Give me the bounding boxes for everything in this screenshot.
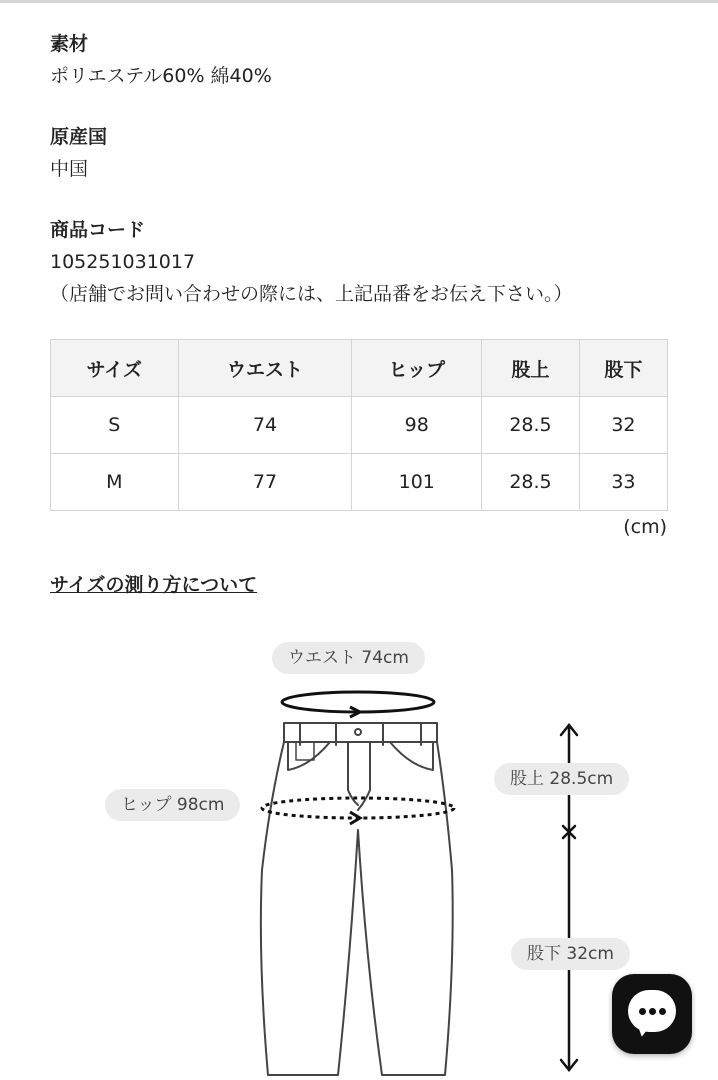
chat-dot — [649, 1008, 656, 1015]
waist-measure-line — [282, 692, 434, 712]
button-shape — [355, 729, 361, 735]
product-code-value: 105251031017 — [50, 251, 196, 273]
size-table — [50, 339, 668, 511]
table-cell: 74 — [178, 397, 352, 454]
table-cell: 98 — [352, 397, 482, 454]
material-value: ポリエステル60% 綿40% — [50, 65, 272, 87]
chat-dot — [639, 1008, 646, 1015]
header-rise: 股上 — [482, 340, 580, 397]
table-cell: 33 — [579, 454, 667, 511]
table-cell: M — [51, 454, 179, 511]
material-label: 素材 — [50, 33, 89, 55]
right-pocket-shape — [390, 742, 433, 770]
rise-label: 股上 28.5cm — [494, 763, 629, 795]
measure-guide-link[interactable]: サイズの測り方について — [50, 574, 258, 596]
size-table-header-row — [51, 340, 668, 397]
header-size: サイズ — [51, 340, 179, 397]
chat-button[interactable] — [612, 974, 692, 1054]
table-cell: 77 — [178, 454, 352, 511]
table-cell: 32 — [579, 397, 667, 454]
origin-label: 原産国 — [50, 126, 108, 148]
left-pocket-shape — [288, 742, 330, 770]
header-inseam: 股下 — [579, 340, 667, 397]
header-waist: ウエスト — [178, 340, 352, 397]
coin-pocket-shape — [296, 742, 314, 760]
chat-dot — [659, 1008, 666, 1015]
hip-label: ヒップ 98cm — [105, 789, 240, 821]
top-divider — [0, 0, 718, 3]
pants-outline-shape — [261, 742, 453, 1075]
inseam-label: 股下 32cm — [511, 938, 630, 970]
table-cell: 28.5 — [482, 454, 580, 511]
table-row — [51, 397, 668, 454]
table-cell: S — [51, 397, 179, 454]
fly-shape — [348, 742, 358, 805]
table-cell: 101 — [352, 454, 482, 511]
header-hip: ヒップ — [352, 340, 482, 397]
waist-label: ウエスト 74cm — [272, 642, 425, 674]
origin-value: 中国 — [50, 158, 89, 180]
product-code-label: 商品コード — [50, 219, 146, 241]
table-row — [51, 454, 668, 511]
table-cell: 28.5 — [482, 397, 580, 454]
unit-label: (cm) — [623, 516, 667, 538]
material-section — [50, 32, 272, 88]
origin-section — [50, 125, 107, 181]
fly-stitch-shape — [358, 742, 370, 810]
product-code-section — [50, 218, 573, 306]
hip-measure-line — [262, 798, 454, 818]
product-code-note: （店舗でお問い合わせの際には、上記品番をお伝え下さい。） — [50, 283, 573, 305]
